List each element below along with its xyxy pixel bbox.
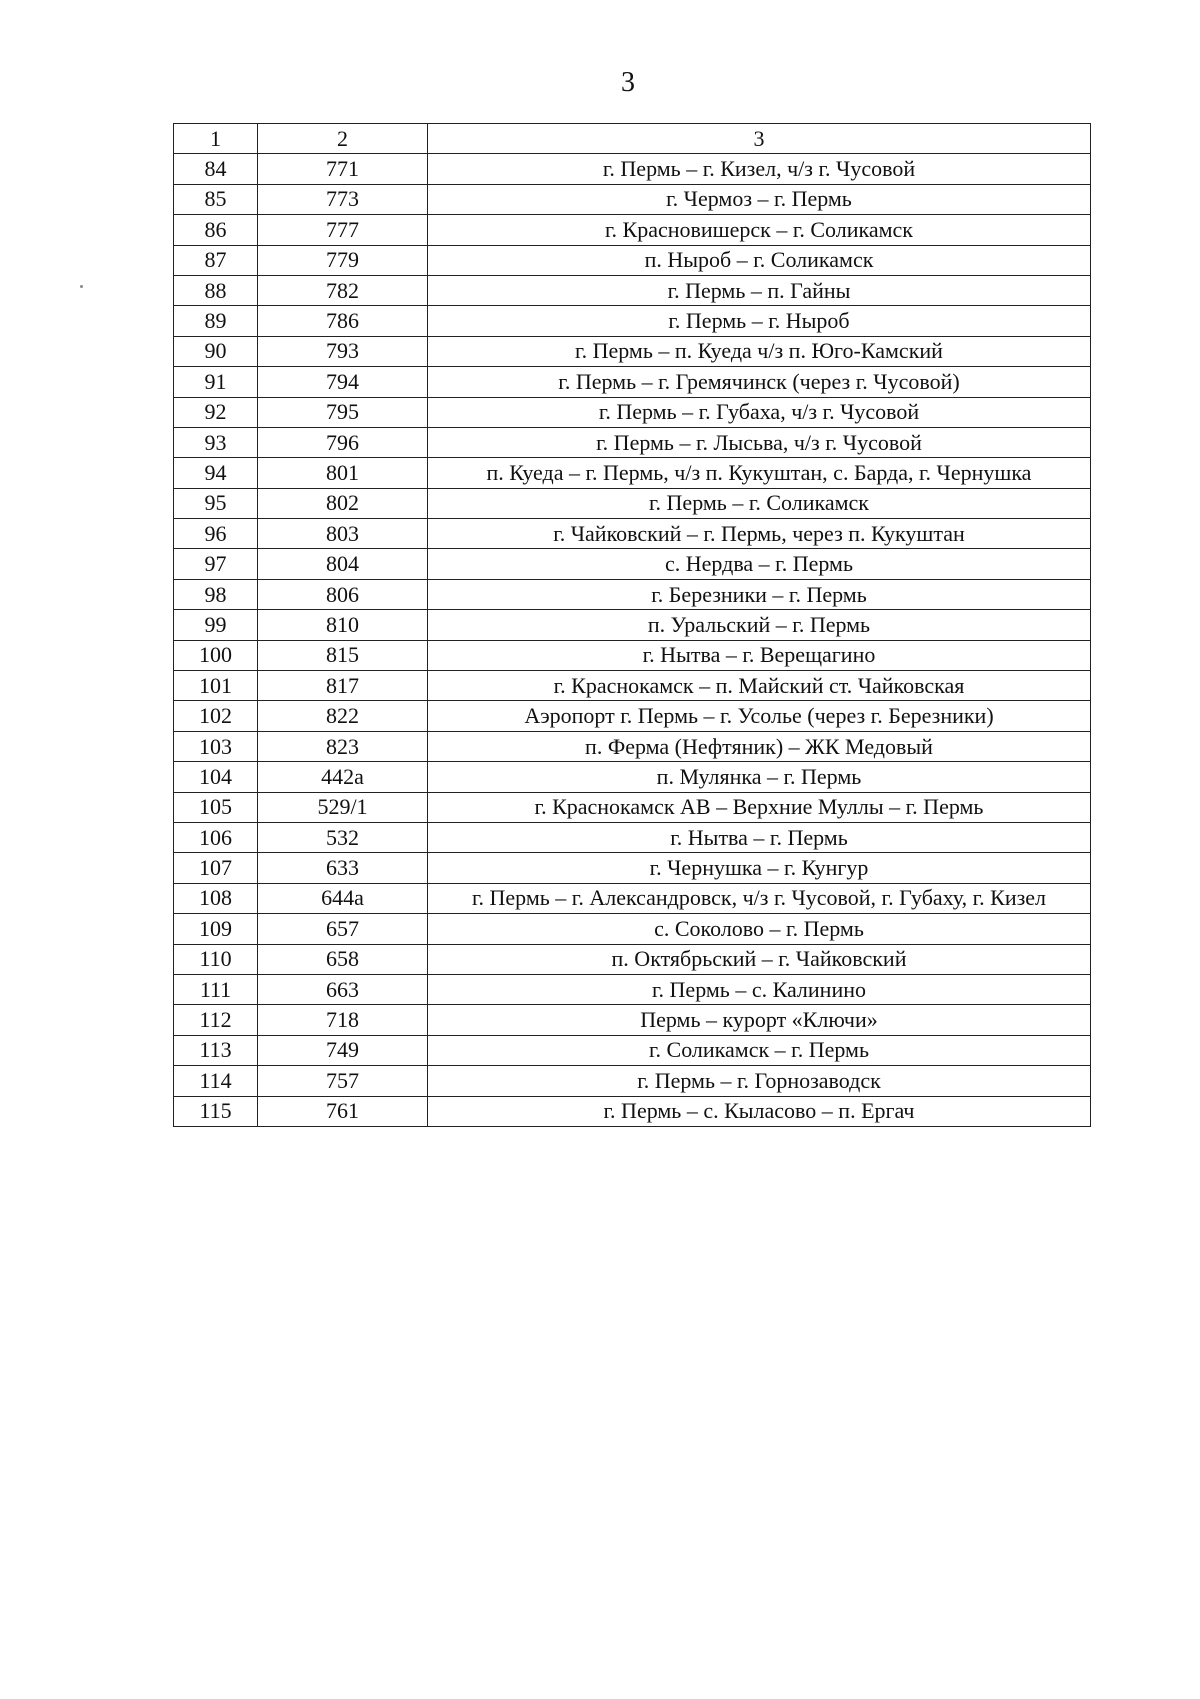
route-name-cell: г. Нытва – г. Пермь xyxy=(428,822,1091,852)
row-number-cell: 86 xyxy=(174,215,258,245)
table-row xyxy=(174,306,1091,336)
table-row xyxy=(174,519,1091,549)
table-row xyxy=(174,853,1091,883)
route-code-cell: 529/1 xyxy=(258,792,428,822)
route-name-cell: п. Ныроб – г. Соликамск xyxy=(428,245,1091,275)
row-number-cell: 107 xyxy=(174,853,258,883)
route-code-cell: 793 xyxy=(258,336,428,366)
route-name-cell: г. Пермь – с. Калинино xyxy=(428,974,1091,1004)
route-code-cell: 782 xyxy=(258,275,428,305)
row-number-cell: 102 xyxy=(174,701,258,731)
route-code-cell: 761 xyxy=(258,1096,428,1126)
route-name-cell: г. Пермь – г. Лысьва, ч/з г. Чусовой xyxy=(428,427,1091,457)
table-row xyxy=(174,245,1091,275)
table-row xyxy=(174,1066,1091,1096)
table-row xyxy=(174,883,1091,913)
row-number-cell: 112 xyxy=(174,1005,258,1035)
route-code-cell: 810 xyxy=(258,610,428,640)
row-number-cell: 105 xyxy=(174,792,258,822)
table-row xyxy=(174,336,1091,366)
route-code-cell: 817 xyxy=(258,671,428,701)
route-code-cell: 815 xyxy=(258,640,428,670)
route-code-cell: 657 xyxy=(258,914,428,944)
table-row xyxy=(174,488,1091,518)
row-number-cell: 96 xyxy=(174,519,258,549)
row-number-cell: 98 xyxy=(174,579,258,609)
row-number-cell: 88 xyxy=(174,275,258,305)
route-code-cell: 779 xyxy=(258,245,428,275)
row-number-cell: 104 xyxy=(174,762,258,792)
row-number-cell: 89 xyxy=(174,306,258,336)
header-cell-route-name: 3 xyxy=(428,124,1091,154)
row-number-cell: 115 xyxy=(174,1096,258,1126)
route-name-cell: г. Пермь – г. Александровск, ч/з г. Чусовой, г. Губаху, г. Кизел xyxy=(428,883,1091,913)
route-code-cell: 442а xyxy=(258,762,428,792)
row-number-cell: 99 xyxy=(174,610,258,640)
row-number-cell: 109 xyxy=(174,914,258,944)
route-name-cell: п. Октябрьский – г. Чайковский xyxy=(428,944,1091,974)
row-number-cell: 108 xyxy=(174,883,258,913)
route-name-cell: с. Соколово – г. Пермь xyxy=(428,914,1091,944)
row-number-cell: 87 xyxy=(174,245,258,275)
routes-table xyxy=(173,123,1091,1127)
route-name-cell: п. Уральский – г. Пермь xyxy=(428,610,1091,640)
route-name-cell: г. Краснокамск АВ – Верхние Муллы – г. Пермь xyxy=(428,792,1091,822)
route-name-cell: г. Пермь – г. Ныроб xyxy=(428,306,1091,336)
row-number-cell: 95 xyxy=(174,488,258,518)
route-name-cell: г. Березники – г. Пермь xyxy=(428,579,1091,609)
row-number-cell: 93 xyxy=(174,427,258,457)
row-number-cell: 111 xyxy=(174,974,258,1004)
route-name-cell: г. Пермь – г. Соликамск xyxy=(428,488,1091,518)
scan-speck xyxy=(80,285,83,288)
header-cell-number: 1 xyxy=(174,124,258,154)
table-row xyxy=(174,974,1091,1004)
table-row xyxy=(174,427,1091,457)
table-row xyxy=(174,1035,1091,1065)
row-number-cell: 91 xyxy=(174,367,258,397)
route-code-cell: 644а xyxy=(258,883,428,913)
row-number-cell: 92 xyxy=(174,397,258,427)
table-row xyxy=(174,397,1091,427)
table-row xyxy=(174,792,1091,822)
table-row xyxy=(174,367,1091,397)
route-code-cell: 633 xyxy=(258,853,428,883)
table-row xyxy=(174,610,1091,640)
route-name-cell: г. Пермь – г. Губаха, ч/з г. Чусовой xyxy=(428,397,1091,427)
route-name-cell: г. Пермь – п. Куеда ч/з п. Юго-Камский xyxy=(428,336,1091,366)
route-code-cell: 773 xyxy=(258,184,428,214)
route-code-cell: 823 xyxy=(258,731,428,761)
table-row xyxy=(174,701,1091,731)
route-name-cell: Аэропорт г. Пермь – г. Усолье (через г. Березники) xyxy=(428,701,1091,731)
row-number-cell: 90 xyxy=(174,336,258,366)
table-row xyxy=(174,822,1091,852)
route-name-cell: г. Соликамск – г. Пермь xyxy=(428,1035,1091,1065)
route-name-cell: п. Мулянка – г. Пермь xyxy=(428,762,1091,792)
route-code-cell: 532 xyxy=(258,822,428,852)
table-row xyxy=(174,1005,1091,1035)
route-name-cell: п. Куеда – г. Пермь, ч/з п. Кукуштан, с. Барда, г. Чернушка xyxy=(428,458,1091,488)
table-row xyxy=(174,275,1091,305)
route-name-cell: г. Пермь – п. Гайны xyxy=(428,275,1091,305)
table-header-row xyxy=(174,124,1091,154)
row-number-cell: 97 xyxy=(174,549,258,579)
route-code-cell: 801 xyxy=(258,458,428,488)
route-name-cell: г. Пермь – г. Кизел, ч/з г. Чусовой xyxy=(428,154,1091,184)
route-code-cell: 786 xyxy=(258,306,428,336)
route-code-cell: 777 xyxy=(258,215,428,245)
route-name-cell: г. Чермоз – г. Пермь xyxy=(428,184,1091,214)
table-row xyxy=(174,762,1091,792)
table-row xyxy=(174,184,1091,214)
table-row xyxy=(174,731,1091,761)
table-row xyxy=(174,944,1091,974)
route-code-cell: 804 xyxy=(258,549,428,579)
route-code-cell: 803 xyxy=(258,519,428,549)
route-name-cell: г. Чайковский – г. Пермь, через п. Кукуштан xyxy=(428,519,1091,549)
route-name-cell: г. Краснокамск – п. Майский ст. Чайковская xyxy=(428,671,1091,701)
table-row xyxy=(174,458,1091,488)
table-row xyxy=(174,671,1091,701)
route-code-cell: 771 xyxy=(258,154,428,184)
table-row xyxy=(174,640,1091,670)
row-number-cell: 85 xyxy=(174,184,258,214)
route-name-cell: г. Пермь – г. Гремячинск (через г. Чусовой) xyxy=(428,367,1091,397)
page-number: 3 xyxy=(621,67,635,98)
route-code-cell: 749 xyxy=(258,1035,428,1065)
row-number-cell: 110 xyxy=(174,944,258,974)
route-name-cell: с. Нердва – г. Пермь xyxy=(428,549,1091,579)
route-name-cell: г. Красновишерск – г. Соликамск xyxy=(428,215,1091,245)
route-name-cell: п. Ферма (Нефтяник) – ЖК Медовый xyxy=(428,731,1091,761)
row-number-cell: 103 xyxy=(174,731,258,761)
route-code-cell: 663 xyxy=(258,974,428,1004)
route-code-cell: 757 xyxy=(258,1066,428,1096)
route-code-cell: 658 xyxy=(258,944,428,974)
route-name-cell: г. Чернушка – г. Кунгур xyxy=(428,853,1091,883)
route-code-cell: 822 xyxy=(258,701,428,731)
table-row xyxy=(174,549,1091,579)
table-row xyxy=(174,215,1091,245)
route-name-cell: г. Нытва – г. Верещагино xyxy=(428,640,1091,670)
row-number-cell: 101 xyxy=(174,671,258,701)
row-number-cell: 106 xyxy=(174,822,258,852)
routes-table-body xyxy=(174,124,1091,1127)
route-code-cell: 794 xyxy=(258,367,428,397)
table-row xyxy=(174,154,1091,184)
route-name-cell: г. Пермь – с. Кыласово – п. Ергач xyxy=(428,1096,1091,1126)
row-number-cell: 94 xyxy=(174,458,258,488)
route-code-cell: 718 xyxy=(258,1005,428,1035)
row-number-cell: 113 xyxy=(174,1035,258,1065)
row-number-cell: 100 xyxy=(174,640,258,670)
route-name-cell: Пермь – курорт «Ключи» xyxy=(428,1005,1091,1035)
route-name-cell: г. Пермь – г. Горнозаводск xyxy=(428,1066,1091,1096)
table-row xyxy=(174,1096,1091,1126)
row-number-cell: 84 xyxy=(174,154,258,184)
table-row xyxy=(174,914,1091,944)
row-number-cell: 114 xyxy=(174,1066,258,1096)
header-cell-route-code: 2 xyxy=(258,124,428,154)
route-code-cell: 802 xyxy=(258,488,428,518)
route-code-cell: 795 xyxy=(258,397,428,427)
route-code-cell: 806 xyxy=(258,579,428,609)
route-code-cell: 796 xyxy=(258,427,428,457)
table-row xyxy=(174,579,1091,609)
